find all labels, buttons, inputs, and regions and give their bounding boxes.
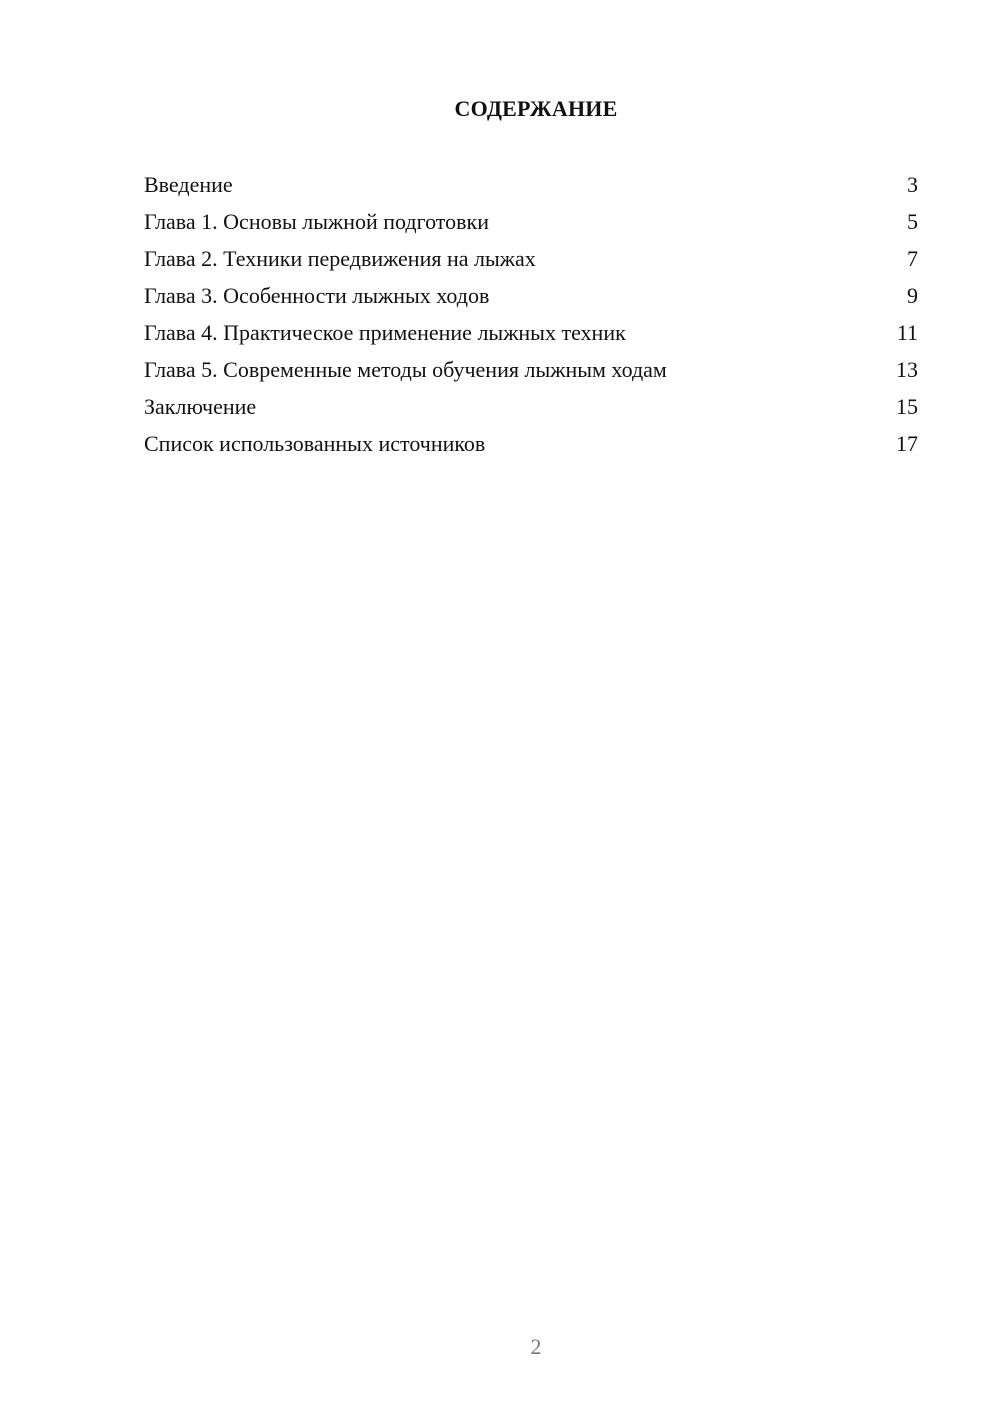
toc-entry-chapter-3[interactable] <box>144 281 918 318</box>
toc-entry-introduction[interactable] <box>144 170 918 207</box>
toc-entry-page: 7 <box>907 246 918 271</box>
toc-entry-references[interactable] <box>144 429 918 466</box>
toc-entry-page: 15 <box>896 394 918 419</box>
toc-entry-label: Глава 3. Особенности лыжных ходов <box>144 283 490 308</box>
toc-entry-chapter-1[interactable] <box>144 207 918 244</box>
toc-entry-page: 11 <box>896 320 918 345</box>
toc-entry-page: 13 <box>896 357 918 382</box>
toc-entry-label: Заключение <box>144 394 257 419</box>
page-number: 2 <box>530 1334 542 1359</box>
toc-entry-page: 3 <box>907 172 918 197</box>
toc-entry-conclusion[interactable] <box>144 392 918 429</box>
toc-entry-chapter-2[interactable] <box>144 244 918 281</box>
toc-entry-page: 5 <box>907 209 918 234</box>
page-title: СОДЕРЖАНИЕ <box>454 96 618 121</box>
toc-entry-chapter-5[interactable] <box>144 355 918 392</box>
toc-entry-label: Глава 4. Практическое применение лыжных техник <box>144 320 626 345</box>
toc-entry-label: Введение <box>144 172 233 197</box>
toc-entry-label: Глава 2. Техники передвижения на лыжах <box>144 246 536 271</box>
toc-entry-page: 9 <box>907 283 918 308</box>
toc-entry-label: Глава 1. Основы лыжной подготовки <box>144 209 489 234</box>
toc-entry-page: 17 <box>896 431 918 456</box>
table-of-contents <box>144 170 918 466</box>
toc-entry-label: Глава 5. Современные методы обучения лыжным ходам <box>144 357 667 382</box>
toc-entry-chapter-4[interactable] <box>144 318 918 355</box>
toc-entry-label: Список использованных источников <box>144 431 486 456</box>
